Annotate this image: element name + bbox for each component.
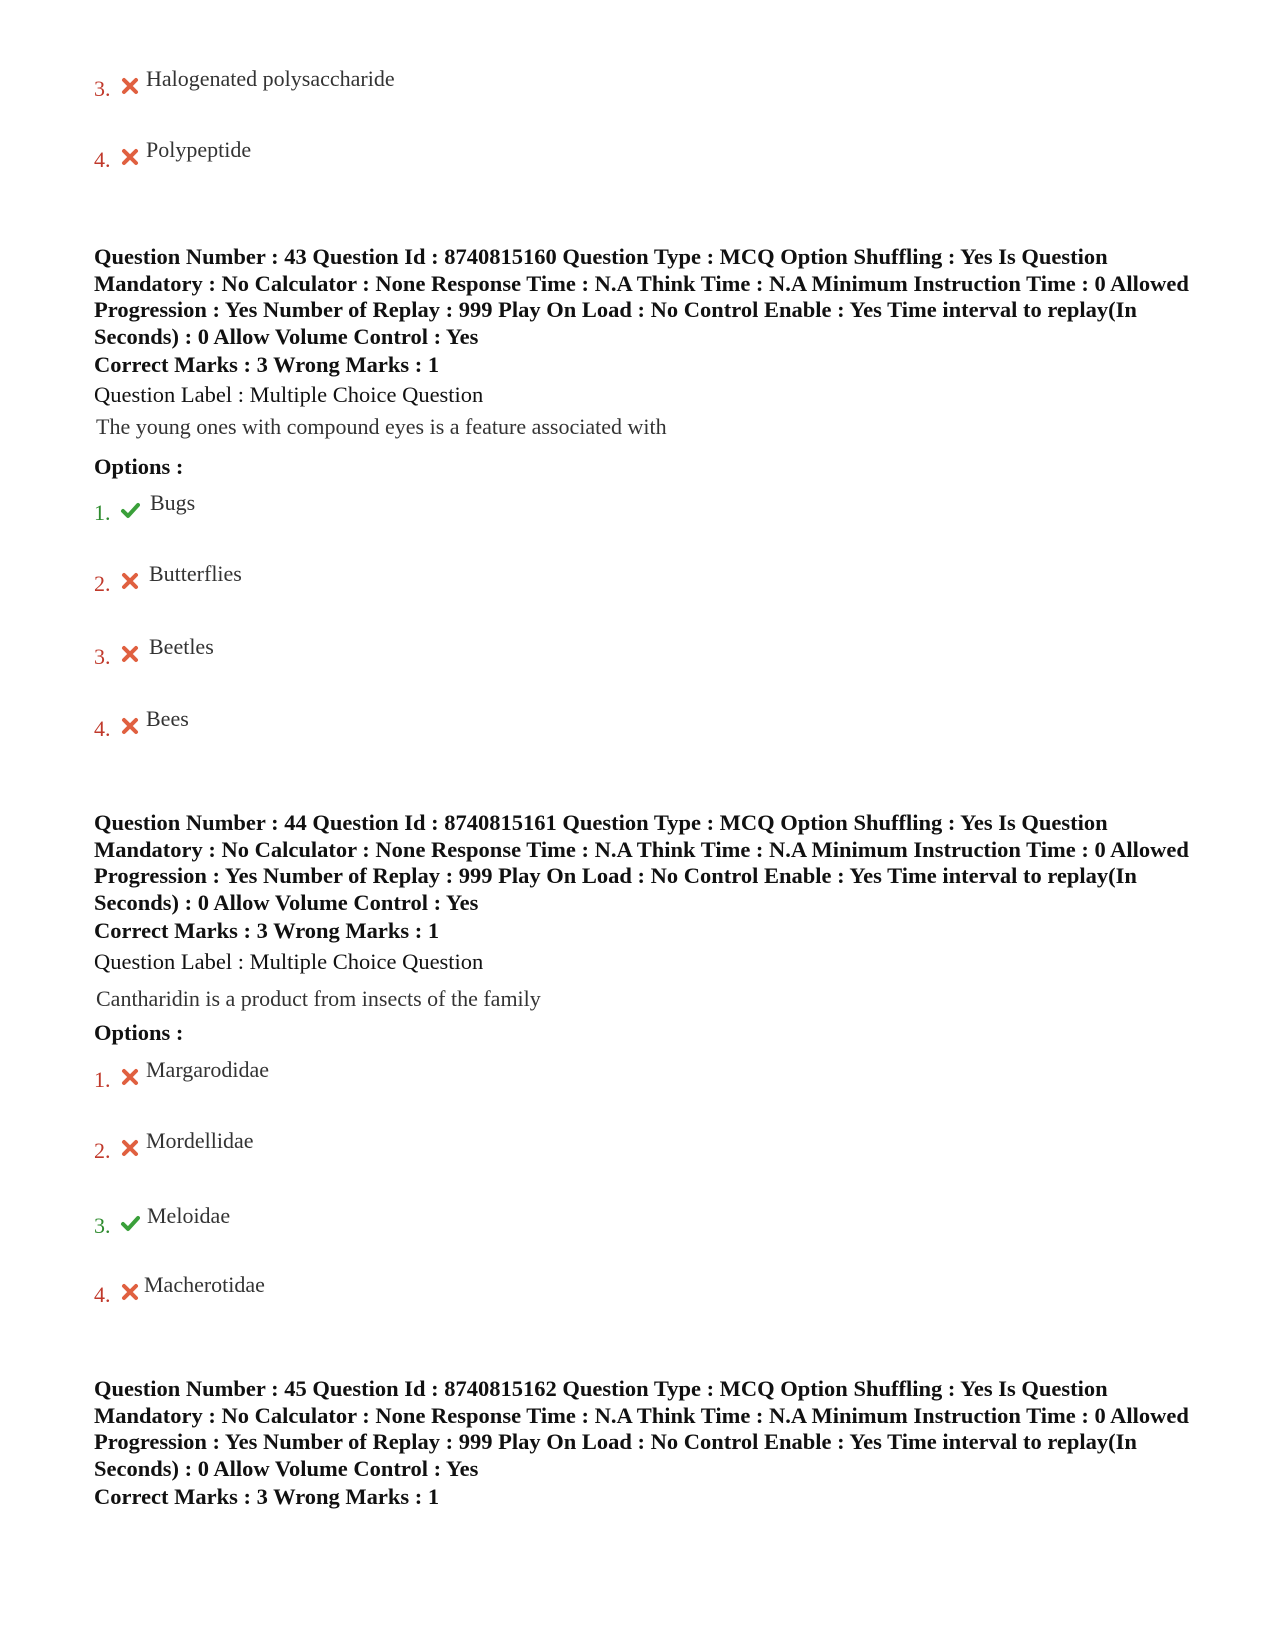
question-marks: Correct Marks : 3 Wrong Marks : 1 xyxy=(94,918,440,943)
option-text: Halogenated polysaccharide xyxy=(146,66,395,91)
cross-icon xyxy=(120,644,140,664)
cross-icon xyxy=(120,1067,140,1087)
option-number: 4. xyxy=(94,716,111,741)
option-number: 2. xyxy=(94,571,111,596)
option-text: Beetles xyxy=(149,634,214,659)
option-number: 1. xyxy=(94,500,111,525)
question-label: Question Label : Multiple Choice Question xyxy=(94,382,484,407)
question-label: Question Label : Multiple Choice Question xyxy=(94,949,484,974)
option-text: Butterflies xyxy=(149,561,242,586)
cross-icon xyxy=(120,1282,140,1302)
option-text: Margarodidae xyxy=(146,1057,269,1082)
cross-icon xyxy=(120,716,140,736)
option-number: 4. xyxy=(94,147,111,172)
cross-icon xyxy=(120,1138,140,1158)
question-text: The young ones with compound eyes is a feature associated with xyxy=(96,414,667,439)
cross-icon xyxy=(120,76,140,96)
option-number: 2. xyxy=(94,1138,111,1163)
question-meta: Question Number : 44 Question Id : 8740815161 Question Type : MCQ Option Shuffling : Yes Is Question Mandatory : No Calculator : None Response Time : N.A Think Time : N.A Minimum Instruction Time : 0 Allowed Progression : Yes Number of Replay : 999 Play On Load : No Control Enable : Yes Time interval to replay(In Seconds) : 0 Allow Volume Control : Yes xyxy=(94,810,1189,915)
question-marks: Correct Marks : 3 Wrong Marks : 1 xyxy=(94,1484,440,1509)
options-heading: Options : xyxy=(94,454,184,479)
option-text: Bugs xyxy=(150,490,196,515)
option-text: Bees xyxy=(146,706,189,731)
question-meta: Question Number : 43 Question Id : 8740815160 Question Type : MCQ Option Shuffling : Yes Is Question Mandatory : No Calculator : None Response Time : N.A Think Time : N.A Minimum Instruction Time : 0 Allowed Progression : Yes Number of Replay : 999 Play On Load : No Control Enable : Yes Time interval to replay(In Seconds) : 0 Allow Volume Control : Yes xyxy=(94,244,1189,349)
option-number: 1. xyxy=(94,1067,111,1092)
question-text: Cantharidin is a product from insects of the family xyxy=(96,986,541,1011)
question-marks: Correct Marks : 3 Wrong Marks : 1 xyxy=(94,352,440,377)
question-meta: Question Number : 45 Question Id : 8740815162 Question Type : MCQ Option Shuffling : Yes Is Question Mandatory : No Calculator : None Response Time : N.A Think Time : N.A Minimum Instruction Time : 0 Allowed Progression : Yes Number of Replay : 999 Play On Load : No Control Enable : Yes Time interval to replay(In Seconds) : 0 Allow Volume Control : Yes xyxy=(94,1376,1189,1481)
option-number: 3. xyxy=(94,76,111,101)
option-number: 3. xyxy=(94,644,111,669)
option-text: Mordellidae xyxy=(146,1128,254,1153)
checkmark-icon xyxy=(120,1213,140,1233)
option-number: 4. xyxy=(94,1282,111,1307)
cross-icon xyxy=(120,147,140,167)
option-number: 3. xyxy=(94,1213,111,1238)
checkmark-icon xyxy=(120,500,140,520)
option-text: Polypeptide xyxy=(146,137,252,162)
cross-icon xyxy=(120,571,140,591)
option-text: Meloidae xyxy=(147,1203,231,1228)
options-heading: Options : xyxy=(94,1020,184,1045)
option-text: Macherotidae xyxy=(144,1272,265,1297)
